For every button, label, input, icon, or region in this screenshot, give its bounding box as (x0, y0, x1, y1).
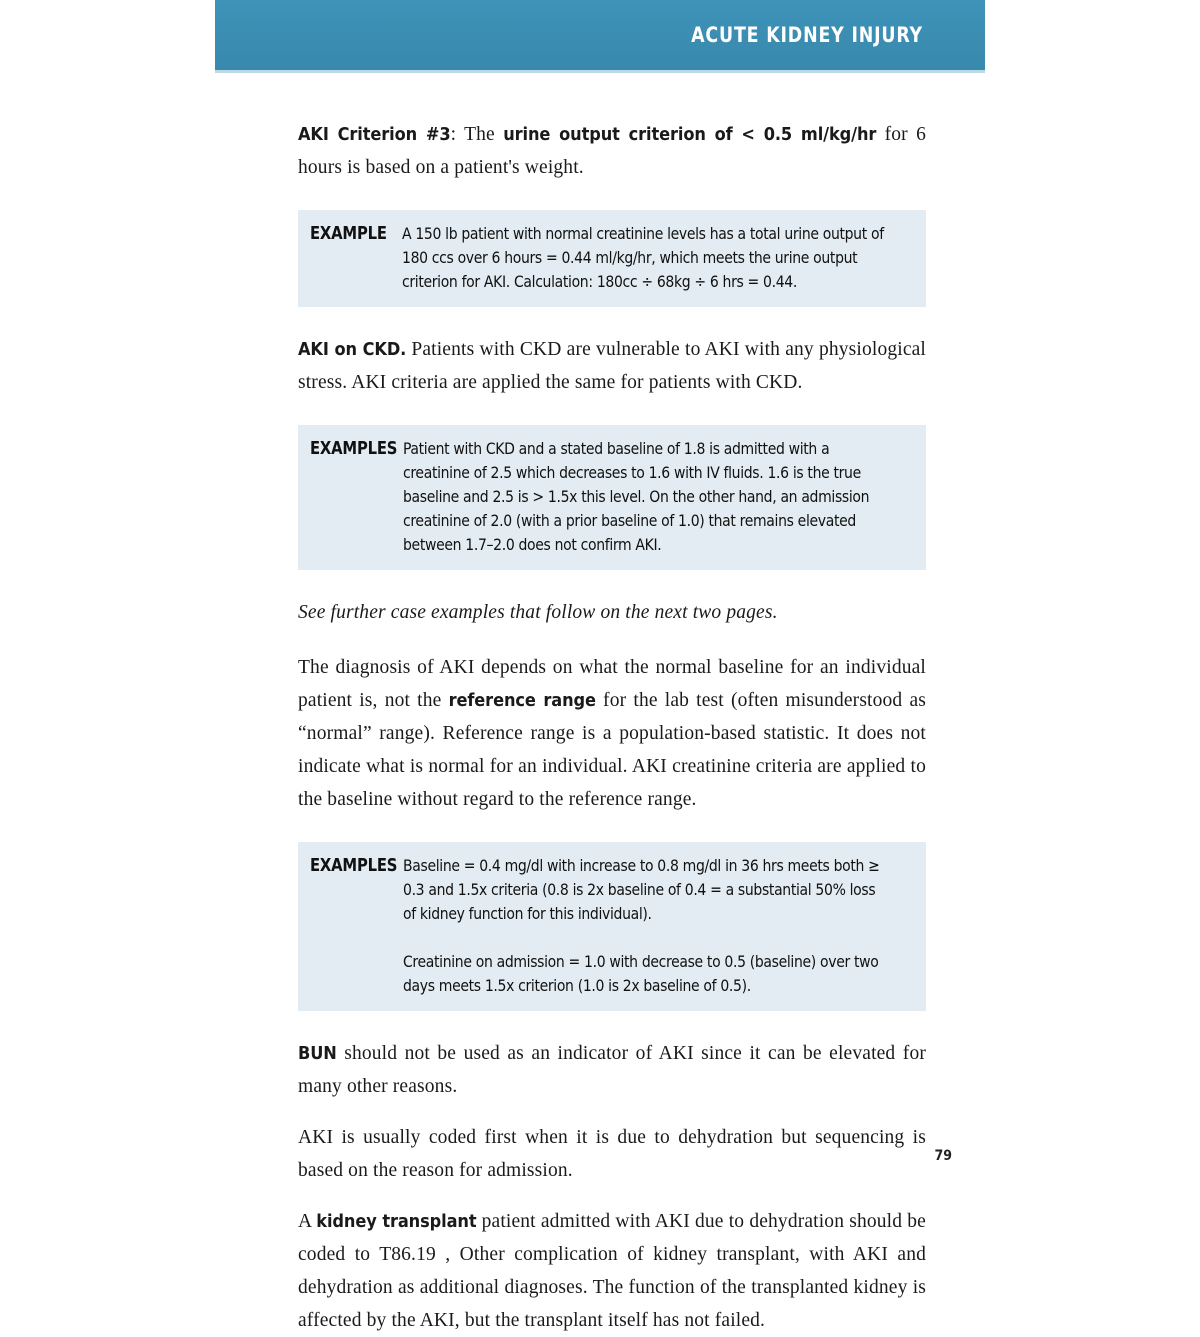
spacer (298, 184, 926, 210)
kidney-transplant-pre: A (298, 1211, 317, 1232)
bun-lead: BUN (298, 1043, 337, 1064)
callout-body: A 150 lb patient with normal creatinine levels has a total urine output of 180 ccs over 6 hours = 0.44 ml/kg/hr, which meets the urine output criterion for AKI. Calculation: 180cc ÷ 68kg ÷ 6 hrs = 0.44. (402, 224, 884, 291)
page-number: 79 (934, 1148, 952, 1164)
spacer (298, 629, 926, 651)
spacer (298, 570, 926, 596)
urine-output-criterion-bold: urine output criterion of < 0.5 ml/kg/hr (503, 124, 877, 145)
paragraph-see-further-examples (298, 596, 926, 629)
see-further-examples-text: See further case examples that follow on the next two pages. (298, 602, 778, 623)
chapter-title: ACUTE KIDNEY INJURY (691, 23, 923, 47)
kidney-transplant-bold: kidney transplant (316, 1211, 477, 1232)
paragraph-kidney-transplant (298, 1205, 926, 1337)
page-content (298, 118, 926, 1337)
kidney-transplant-rest: patient admitted with AKI due to dehydration should be coded to T86.19 , Other complication of kidney transplant, with AKI and dehydration as additional diagnoses. The function of the transplanted kidney is affected by the AKI, but the transplant itself has not failed. (298, 1211, 926, 1331)
spacer (298, 307, 926, 333)
paragraph-aki-sequencing: AKI is usually coded first when it is due to dehydration but sequencing is based on the reason for admission. (298, 1127, 926, 1181)
callout-body: Patient with CKD and a stated baseline of 1.8 is admitted with a creatinine of 2.5 which decreases to 1.6 with IV fluids. 1.6 is the true baseline and 2.5 is > 1.5x this level. On the other hand, an admission creatinine of 2.0 (with a prior baseline of 1.0) that remains elevated between 1.7–2.0 does not confirm AKI. (402, 439, 870, 554)
aki-criterion-3-lead: AKI Criterion #3 (298, 124, 451, 145)
aki-criterion-3-connector: : The (450, 124, 504, 145)
spacer (298, 399, 926, 425)
callout-label: EXAMPLES (310, 439, 398, 459)
spacer (298, 1187, 926, 1205)
reference-range-part1: The diagnosis of AKI depends on what the normal baseline for an individual patient is, not the (298, 657, 926, 711)
paragraph-aki-criterion-3 (298, 118, 926, 184)
chapter-header-band (215, 0, 985, 70)
aki-on-ckd-lead: AKI on CKD. (298, 339, 407, 360)
paragraph-reference-range (298, 651, 926, 816)
spacer (298, 1011, 926, 1037)
callout-body-wrapper (403, 854, 889, 998)
callout-body-para-1: Baseline = 0.4 mg/dl with increase to 0.8 mg/dl in 36 hrs meets both ≥ 0.3 and 1.5x criteria (0.8 is 2x baseline of 0.4 = a substantial 50% loss of kidney function for this individual). (402, 856, 880, 923)
callout-examples-baseline-criteria (298, 842, 926, 1011)
reference-range-bold: reference range (448, 690, 596, 711)
paragraph-bun (298, 1037, 926, 1103)
callout-label: EXAMPLES (310, 856, 398, 876)
reference-range-part2: for the lab test (often misunderstood as “normal” range). Reference range is a population-based statistic. It does not indicate what is normal for an individual. AKI creatinine criteria are applied to the baseline without regard to the reference range. (298, 690, 926, 810)
callout-examples-ckd-baseline (298, 425, 926, 570)
bun-rest: should not be used as an indicator of AKI since it can be elevated for many other reasons. (298, 1043, 926, 1097)
paragraph-aki-on-ckd (298, 333, 926, 399)
spacer (298, 1103, 926, 1121)
callout-example-urine-output (298, 210, 926, 307)
aki-criterion-3-rest: for 6 hours is based on a patient's weight. (298, 124, 926, 178)
spacer (298, 816, 926, 842)
callout-body-para-2: Creatinine on admission = 1.0 with decrease to 0.5 (baseline) over two days meets 1.5x criterion (1.0 is 2x baseline of 0.5). (402, 952, 879, 995)
callout-label: EXAMPLE (310, 224, 387, 244)
aki-on-ckd-rest: Patients with CKD are vulnerable to AKI with any physiological stress. AKI criteria are applied the same for patients with CKD. (298, 339, 926, 393)
